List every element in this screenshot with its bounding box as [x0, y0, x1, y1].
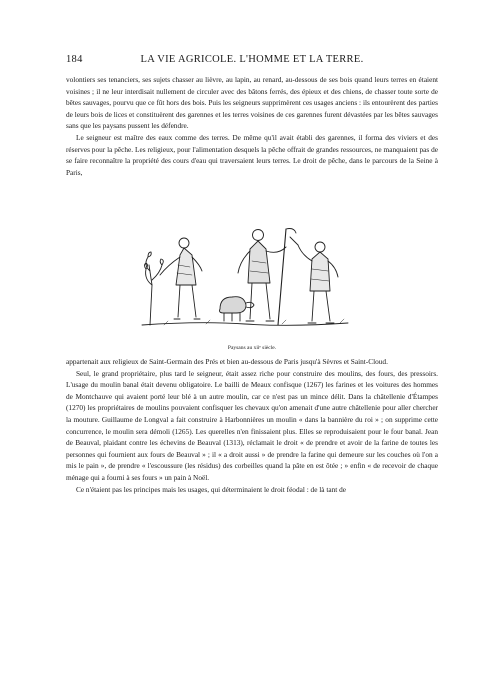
sheep-drawing [220, 297, 255, 321]
figure-caption: Paysans au xiiᵉ siècle. [227, 345, 277, 351]
paragraph: Seul, le grand propriétaire, plus tard le seigneur, était assez riche pour construire des moulins, des fours, des pressoirs. L'usage du moulin banal était devenu obligatoire. Le bailli de Meaux confisque (1267) les farines et les voitures des hommes de Montchauve qui avaient porté leur blé à un autre moulin, car ce n'est pas un mince délit. Dans la châtellenie d'Étampes (1270) les propriétaires de moulins pouvaient confisquer les chevaux qu'on amenait d'une autre châtellenie pour aller chercher la mouture. Guillaume de Longval a fait construire à Harbonnières un moulin « dans la bannière du roi » ; on supprime cette concurrence, le moulin sera démoli (1265). Les querelles n'en finissaient plus. Elles se reproduisaient pour le four banal. Jean de Beauval, plaidant contre les échevins de Beauval (1313), réclamait le droit « de prendre et avoir de la farine de toutes les personnes qui fournient aux fours de Beauval » ; il « a droit aussi » de prendre la farine qui demeure sur les couches où l'on a mis le pain », de prendre « l'escoussure (les résidus) des corbeilles quand la pâte en est ôtée ; » enfin « de recevoir de chaque ménage qui a fourni à ses fours » un pain à Noël. [66, 368, 438, 482]
text-block-top [66, 74, 438, 178]
peasant-center-drawing [238, 229, 296, 326]
paragraph: volontiers ses tenanciers, ses sujets chasser au lièvre, au lapin, au renard, au-dessous de ses bois quand leurs terres en étaient voisines ; il ne leur interdisait nullement de circuler avec des bâtons ferrés, des épieux et des chiens, de chasser toute sorte de bêtes sauvages, pourvu que ce fût hors des bois. Puis les seigneurs supprimèrent ces usages anciens : ils entourèrent des parties de leurs bois de lices et constituèrent des garennes et les terres voisines de ces garennes furent dévastées par les bêtes sauvages sans que les paysans pussent les défendre. [66, 75, 438, 131]
peasant-right-drawing [290, 237, 338, 323]
page-number: 184 [66, 54, 83, 65]
peasants-illustration [140, 225, 350, 333]
tree-drawing [145, 252, 164, 325]
page-header [66, 54, 438, 65]
running-title: LA VIE AGRICOLE. L'HOMME ET LA TERRE. [140, 54, 364, 65]
paragraph: Ce n'étaient pas les principes mais les usages, qui déterminaient le droit féodal : de là tant de [76, 484, 346, 494]
peasant-left-drawing [160, 238, 202, 319]
paragraph: Le seigneur est maître des eaux comme des terres. De même qu'il avait établi des garennes, il forma des viviers et des réserves pour la pêche. Les religieux, pour l'alimentation desquels la pêche offrait de grandes ressources, ne manquaient pas de se faire reconnaître la propriété des cours d'eau qui traversaient leurs terres. Le droit de pêche, dans le parcours de la Seine à Paris, [66, 132, 438, 177]
paragraph: appartenait aux religieux de Saint-Germain des Prés et bien au-dessous de Paris jusqu'à Sèvres et Saint-Cloud. [66, 357, 388, 366]
text-block-bottom [66, 356, 438, 495]
